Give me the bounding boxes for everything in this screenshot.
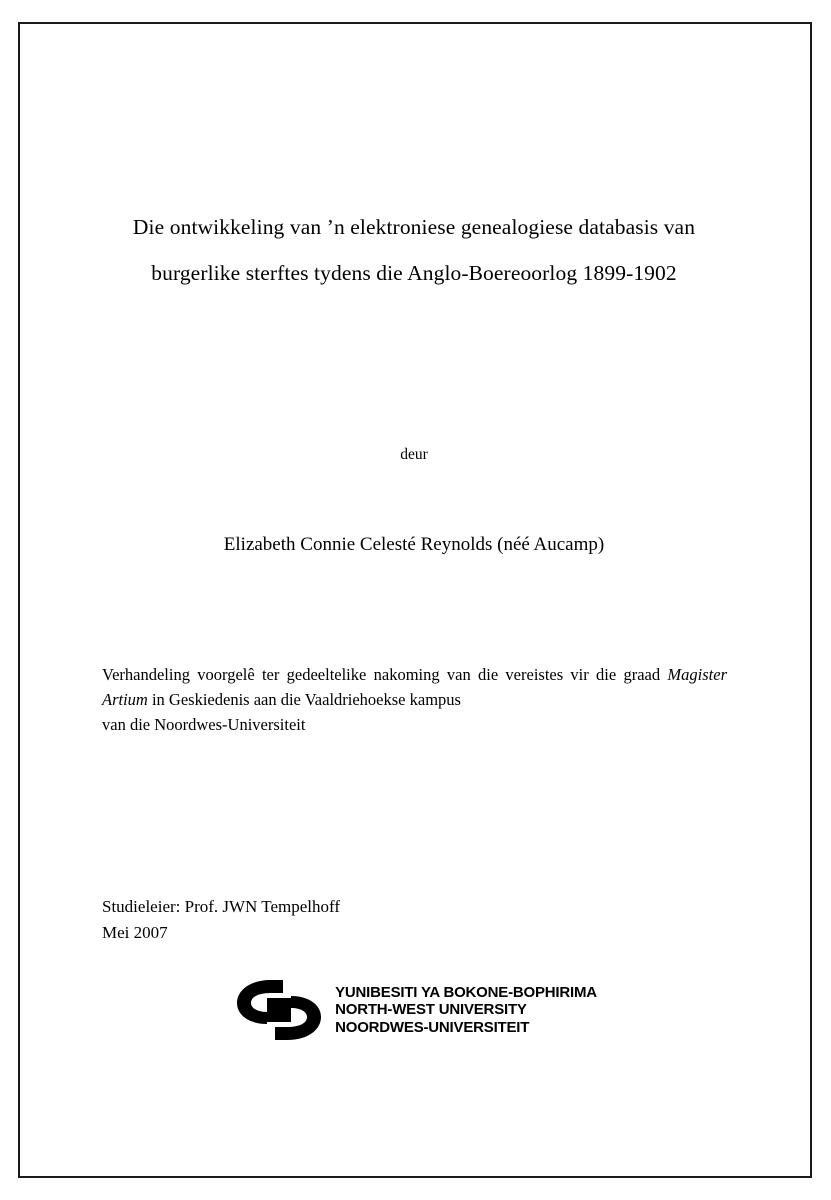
page-content (78, 22, 750, 1178)
supervisor-block (102, 894, 602, 946)
nwu-logo-icon (231, 974, 327, 1046)
author-name: Elizabeth Connie Celesté Reynolds (néé Aucamp) (223, 534, 605, 555)
logo-line-3: NOORDWES-UNIVERSITEIT (335, 1018, 530, 1036)
title-line-1: Die ontwikkeling van ’n elektroniese genealogiese databasis van (132, 215, 696, 239)
statement-part-3: van die Noordwes-Universiteit (102, 715, 306, 734)
degree-statement (102, 662, 727, 737)
title-line-2: burgerlike sterftes tydens die Anglo-Boereoorlog 1899-1902 (151, 261, 677, 285)
supervisor-line: Studieleier: Prof. JWN Tempelhoff (102, 897, 341, 916)
statement-part-2: in Geskiedenis aan die Vaaldriehoekse kampus (147, 690, 461, 709)
byline-label: deur (400, 446, 428, 463)
statement-degree-italic: Magister Artium (102, 665, 727, 709)
statement-part-1: Verhandeling voorgelê ter gedeeltelike nakoming van die vereistes vir die graad (102, 665, 668, 684)
university-logo (78, 974, 750, 1046)
logo-line-2: NORTH-WEST UNIVERSITY (335, 1001, 527, 1019)
date-line: Mei 2007 (102, 923, 168, 942)
logo-text-block (335, 984, 597, 1037)
logo-line-1: YUNIBESITI YA BOKONE-BOPHIRIMA (335, 983, 597, 1001)
page-title (78, 204, 750, 296)
